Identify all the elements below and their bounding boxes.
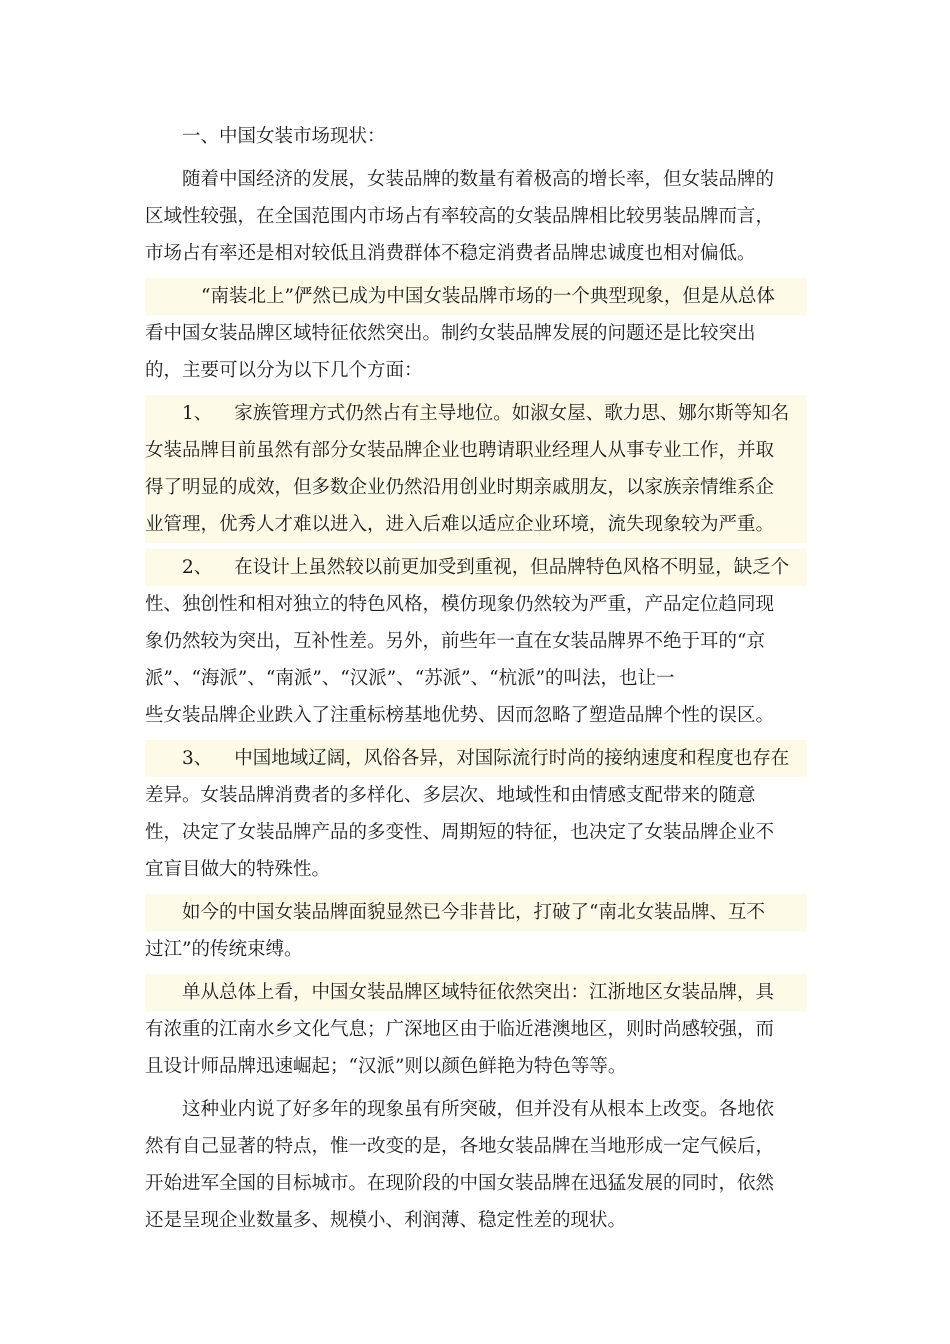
paragraph-line-text: 中国地域辽阔，风俗各异，对国际流行时尚的接纳速度和程度也存在 (234, 748, 790, 769)
paragraph-1 (145, 161, 807, 272)
paragraph-line: 看中国女装品牌区域特征依然突出。制约女装品牌发展的问题还是比较突出 (145, 323, 756, 344)
item-number: 2、 (182, 557, 213, 578)
paragraph-2 (145, 278, 807, 389)
paragraph-line: 派”、“海派”、“南派”、“汉派”、“苏派”、“杭派”的叫法，也让一 (145, 668, 675, 689)
paragraph-4 (145, 549, 807, 734)
paragraph-line: 市场占有率还是相对较低且消费群体不稳定消费者品牌忠诚度也相对偏低。 (145, 243, 756, 264)
paragraph-line: “南装北上”俨然已成为中国女装品牌市场的一个典型现象，但是从总体 (145, 278, 807, 315)
paragraph-line: 宜盲目做大的特殊性。 (145, 859, 331, 880)
paragraph-line: 如今的中国女装品牌面貌显然已今非昔比，打破了“南北女装品牌、互不 (145, 894, 807, 931)
paragraph-line: 且设计师品牌迅速崛起；“汉派”则以颜色鲜艳为特色等等。 (145, 1056, 627, 1077)
section-heading (145, 118, 807, 155)
paragraph-7 (145, 974, 807, 1085)
paragraph-8 (145, 1091, 807, 1239)
paragraph-line: 区域性较强，在全国范围内市场占有率较高的女装品牌相比较男装品牌而言， (145, 206, 775, 227)
paragraph-5 (145, 740, 807, 888)
paragraph-line: 随着中国经济的发展，女装品牌的数量有着极高的增长率，但女装品牌的 (182, 169, 775, 190)
paragraph-line: 得了明显的成效，但多数企业仍然沿用创业时期亲戚朋友，以家族亲情维系企 (145, 469, 807, 506)
paragraph-6 (145, 894, 807, 968)
numbered-line (145, 395, 807, 432)
paragraph-line: 然有自己显著的特点，惟一改变的是，各地女装品牌在当地形成一定气候后， (145, 1136, 775, 1157)
paragraph-line: 还是呈现企业数量多、规模小、利润薄、稳定性差的现状。 (145, 1210, 627, 1231)
paragraph-line: 开始进军全国的目标城市。在现阶段的中国女装品牌在迅猛发展的同时，依然 (145, 1173, 775, 1194)
paragraph-line-text: 家族管理方式仍然占有主导地位。如淑女屋、歌力思、娜尔斯等知名 (234, 403, 790, 424)
paragraph-line: 性、独创性和相对独立的特色风格，模仿现象仍然较为严重，产品定位趋同现 (145, 594, 775, 615)
item-number: 1、 (182, 403, 213, 424)
paragraph-line: 过江”的传统束缚。 (145, 939, 303, 960)
paragraph-line: 业管理，优秀人才难以进入，进入后难以适应企业环境，流失现象较为严重。 (145, 506, 807, 543)
paragraph-line: 单从总体上看，中国女装品牌区域特征依然突出：江浙地区女装品牌，具 (145, 974, 807, 1011)
paragraph-line: 的，主要可以分为以下几个方面： (145, 360, 423, 381)
numbered-line (145, 549, 807, 586)
paragraph-line-text: 在设计上虽然较以前更加受到重视，但品牌特色风格不明显，缺乏个 (234, 557, 790, 578)
paragraph-line: 有浓重的江南水乡文化气息；广深地区由于临近港澳地区，则时尚感较强，而 (145, 1019, 775, 1040)
paragraph-line: 这种业内说了好多年的现象虽有所突破，但并没有从根本上改变。各地依 (182, 1099, 775, 1120)
numbered-line (145, 740, 807, 777)
document-body (145, 118, 807, 1245)
paragraph-line: 些女装品牌企业跌入了注重标榜基地优势、因而忽略了塑造品牌个性的误区。 (145, 705, 775, 726)
item-number: 3、 (182, 748, 213, 769)
paragraph-line: 象仍然较为突出，互补性差。另外，前些年一直在女装品牌界不绝于耳的“京 (145, 631, 765, 652)
paragraph-line: 性，决定了女装品牌产品的多变性、周期短的特征，也决定了女装品牌企业不 (145, 822, 775, 843)
paragraph-line: 女装品牌目前虽然有部分女装品牌企业也聘请职业经理人从事专业工作，并取 (145, 432, 807, 469)
paragraph-3 (145, 395, 807, 543)
heading-text: 一、中国女装市场现状： (182, 126, 386, 147)
paragraph-line: 差异。女装品牌消费者的多样化、多层次、地域性和由情感支配带来的随意 (145, 785, 756, 806)
